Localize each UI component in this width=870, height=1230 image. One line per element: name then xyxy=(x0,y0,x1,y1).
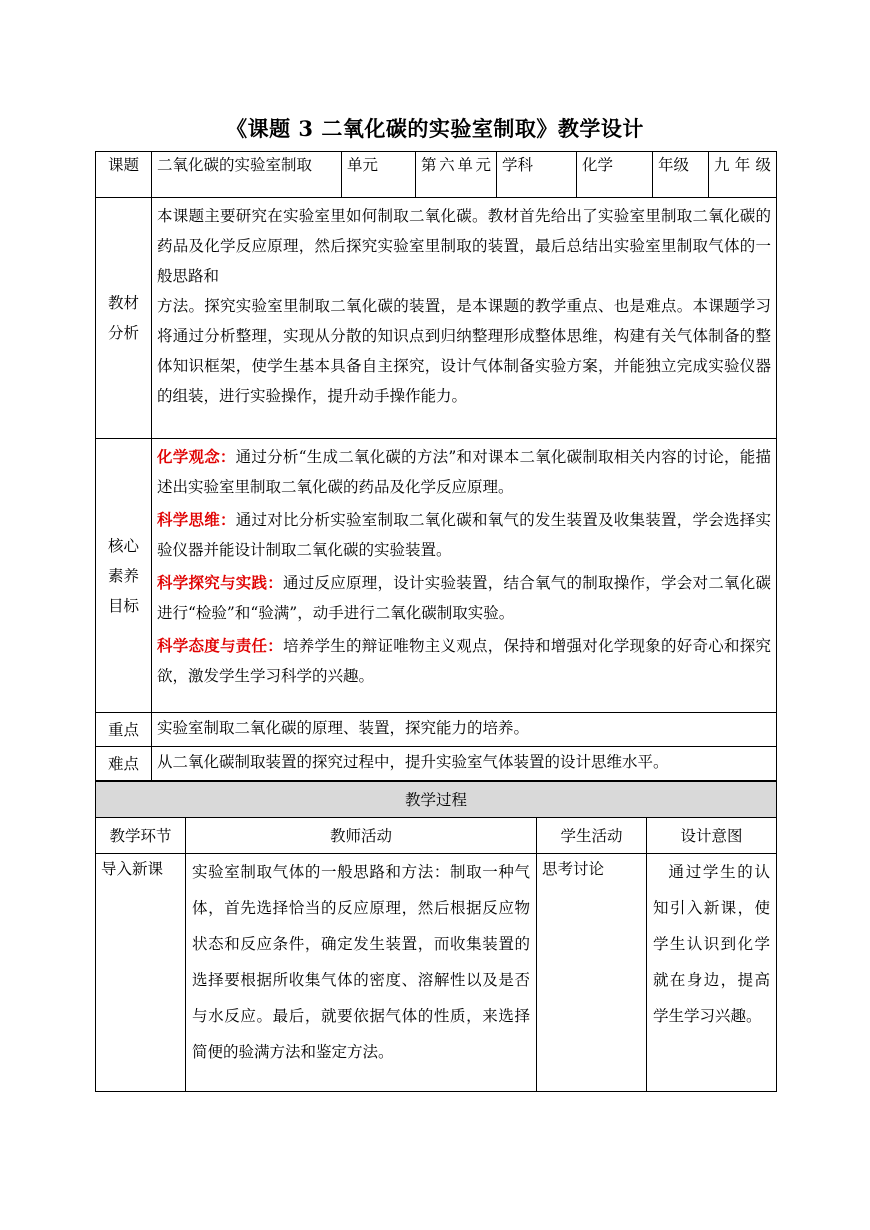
unit-value-cell xyxy=(416,152,497,198)
literacy-item-3-text: 通过反应原理，设计实验装置，结合氧气的制取操作，学会对二氧化碳进行“检验”和“验满”，动手进行二氧化碳制取实验。 xyxy=(157,574,771,622)
difficulty-label-cell xyxy=(96,747,152,781)
difficulty-content-cell xyxy=(152,747,777,781)
unit-label-cell xyxy=(342,152,416,198)
literacy-row xyxy=(96,439,777,713)
literacy-item-3-title: 科学探究与实践： xyxy=(157,573,283,592)
unit-label: 单元 xyxy=(347,156,379,174)
student-cell xyxy=(537,854,647,1092)
stage-text: 导入新课 xyxy=(101,860,164,878)
difficulty-text: 从二氧化碳制取装置的探究过程中，提升实验室气体装置的设计思维水平。 xyxy=(157,753,669,771)
key-point-label: 重点 xyxy=(107,720,139,739)
analysis-label-cell xyxy=(96,198,152,439)
header-student: 学生活动 xyxy=(560,826,623,845)
literacy-item-2-title: 科学思维： xyxy=(157,510,236,529)
literacy-label-3: 目标 xyxy=(107,596,139,615)
key-point-label-cell xyxy=(96,713,152,747)
unit-value: 第六单元 xyxy=(421,156,491,174)
difficulty-row xyxy=(96,747,777,781)
intent-text: 通过学生的认知引入新课，使学生认识到化学就在身边，提高学生学习兴趣。 xyxy=(653,863,771,1025)
grade-value: 九年级 xyxy=(714,156,771,174)
header-stage: 教学环节 xyxy=(109,826,172,845)
analysis-text-1: 本课题主要研究在实验室里如何制取二氧化碳。教材首先给出了实验室里制取二氧化碳的药品及化学反应原理，然后探究实验室里制取的装置，最后总结出实验室里制取气体的一般思路和 xyxy=(157,207,771,285)
grade-label: 年级 xyxy=(658,156,690,174)
process-heading-cell xyxy=(96,782,777,818)
literacy-label-1: 核心 xyxy=(107,536,139,555)
lesson-info-table xyxy=(95,151,777,781)
teacher-cell xyxy=(186,854,537,1092)
student-text: 思考讨论 xyxy=(542,860,605,878)
header-intent: 设计意图 xyxy=(680,826,743,845)
info-row xyxy=(96,152,777,198)
literacy-item-4-text: 培养学生的辩证唯物主义观点，保持和增强对化学现象的好奇心和探究欲，激发学生学习科学的兴趣。 xyxy=(157,637,771,685)
key-point-row xyxy=(96,713,777,747)
document-title: 《课题 3 二氧化碳的实验室制取》教学设计 xyxy=(226,116,644,141)
subject-value: 化学 xyxy=(582,156,614,174)
process-heading: 教学过程 xyxy=(405,790,468,809)
stage-cell xyxy=(96,854,186,1092)
process-header-row xyxy=(96,818,777,854)
key-point-content-cell xyxy=(152,713,777,747)
literacy-item-1-title: 化学观念： xyxy=(157,447,236,466)
analysis-text-2: 方法。探究实验室里制取二氧化碳的装置，是本课题的教学重点、也是难点。本课题学习将通过分析整理，实现从分散的知识点到归纳整理形成整体思维，构建有关气体制备的整体知识框架，使学生基本具备自主探究，设计气体制备实验方案，并能独立完成实验仪器的组装，进行实验操作，提升动手操作能力。 xyxy=(157,297,771,405)
header-teacher: 教师活动 xyxy=(329,826,392,845)
header-stage-cell xyxy=(96,818,186,854)
literacy-label-2: 素养 xyxy=(107,566,139,585)
header-intent-cell xyxy=(647,818,777,854)
key-point-text: 实验室制取二氧化碳的原理、装置，探究能力的培养。 xyxy=(157,719,530,737)
process-row xyxy=(96,854,777,1092)
literacy-label-cell xyxy=(96,439,152,713)
teaching-process-table xyxy=(95,781,777,1092)
analysis-row xyxy=(96,198,777,439)
grade-label-cell xyxy=(653,152,709,198)
grade-value-cell xyxy=(709,152,777,198)
process-heading-row xyxy=(96,782,777,818)
topic-label-cell xyxy=(96,152,152,198)
literacy-item-2 xyxy=(152,502,776,565)
literacy-item-1 xyxy=(152,439,776,502)
analysis-label-2: 分析 xyxy=(107,324,139,342)
literacy-item-1-text: 通过分析“生成二氧化碳的方法”和对课本二氧化碳制取相关内容的讨论，能描述出实验室里制取二氧化碳的药品及化学反应原理。 xyxy=(157,448,771,496)
teacher-text: 实验室制取气体的一般思路和方法：制取一种气体，首先选择恰当的反应原理，然后根据反应物状态和反应条件，确定发生装置，而收集装置的选择要根据所收集气体的密度、溶解性以及是否与水反应。最后，就要依据气体的性质，来选择简便的验满方法和鉴定方法。 xyxy=(192,863,530,1061)
literacy-item-4 xyxy=(152,628,776,691)
intent-cell xyxy=(647,854,777,1092)
difficulty-label: 难点 xyxy=(107,754,139,773)
literacy-item-3 xyxy=(152,565,776,628)
subject-value-cell xyxy=(577,152,653,198)
header-teacher-cell xyxy=(186,818,537,854)
topic-value: 二氧化碳的实验室制取 xyxy=(157,156,313,174)
header-student-cell xyxy=(537,818,647,854)
subject-label-cell xyxy=(497,152,577,198)
subject-label: 学科 xyxy=(502,156,534,174)
analysis-content-cell xyxy=(152,198,777,439)
literacy-item-4-title: 科学态度与责任： xyxy=(157,636,283,655)
topic-label: 课题 xyxy=(107,156,139,174)
analysis-label-1: 教材 xyxy=(107,294,139,312)
literacy-item-2-text: 通过对比分析实验室制取二氧化碳和氧气的发生装置及收集装置，学会选择实验仪器并能设计制取二氧化碳的实验装置。 xyxy=(157,511,771,559)
literacy-content-cell xyxy=(152,439,777,713)
topic-value-cell xyxy=(152,152,342,198)
